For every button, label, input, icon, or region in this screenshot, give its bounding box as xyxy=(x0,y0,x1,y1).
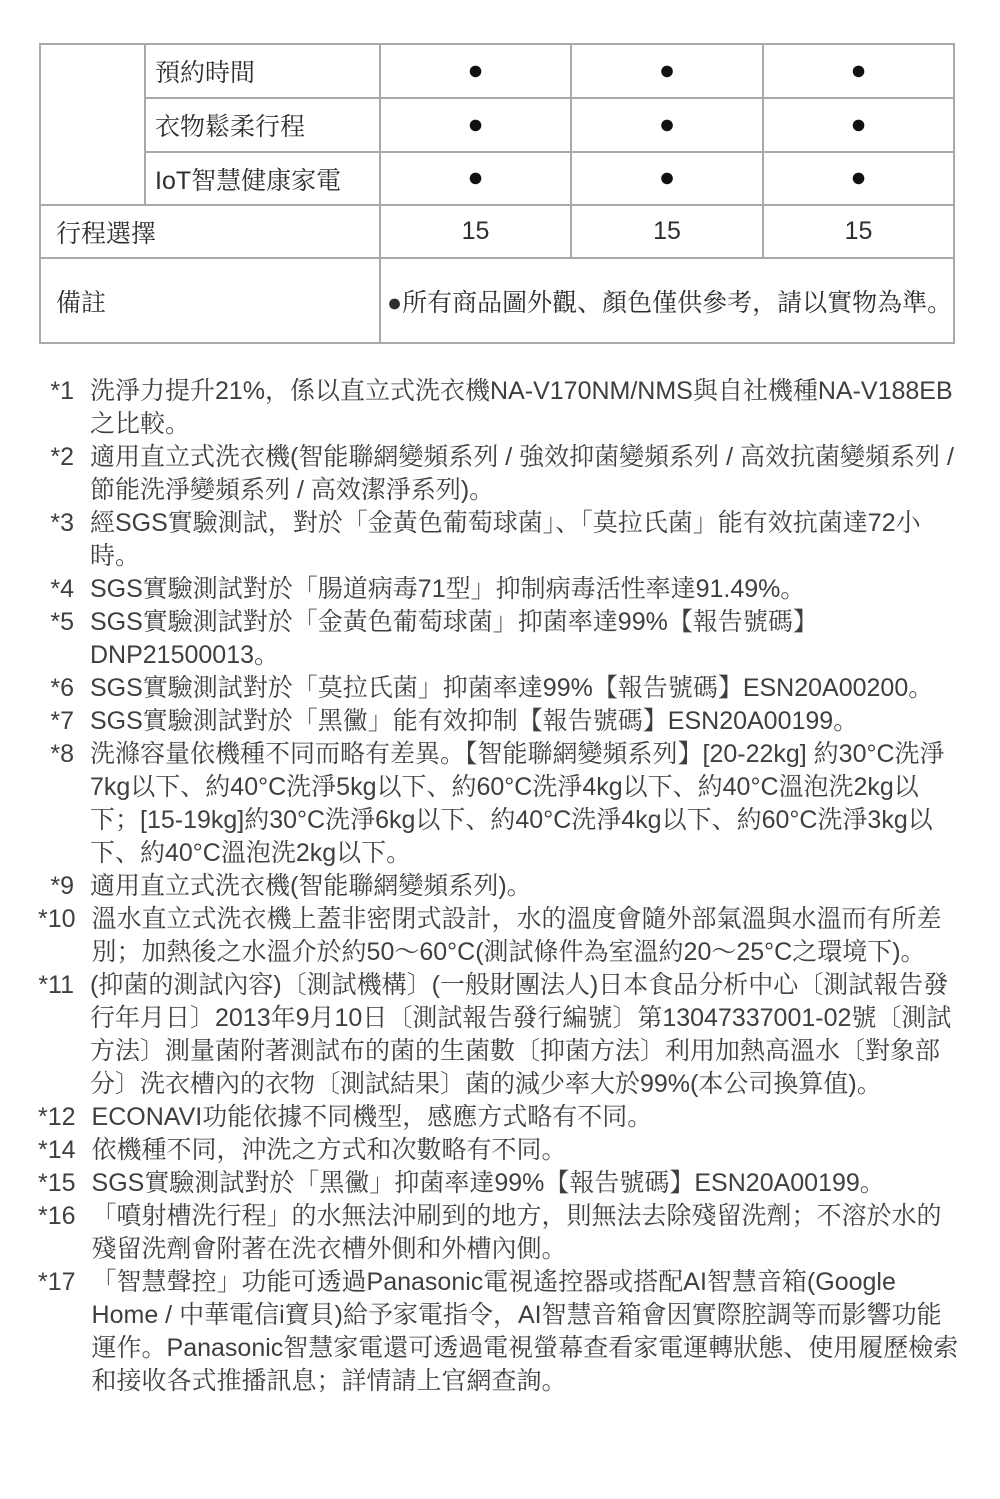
footnote-marker: *17 xyxy=(38,1268,76,1296)
feature-label: IoT智慧健康家電 xyxy=(145,152,380,205)
table-cell-dot xyxy=(380,98,571,152)
footnote-marker: *3 xyxy=(50,509,74,537)
table-cell-dot xyxy=(571,44,763,98)
footnote-item xyxy=(38,705,962,738)
table-cell-dot xyxy=(763,152,954,205)
program-row-label: 行程選擇 xyxy=(40,205,380,258)
footnote-item xyxy=(38,870,962,903)
footnote-item xyxy=(38,1134,962,1167)
footnote-marker: *6 xyxy=(50,674,74,702)
spec-comparison-table xyxy=(39,43,955,344)
footnote-text: 「噴射槽洗行程」的水無法沖刷到的地方，則無法去除殘留洗劑；不溶於水的殘留洗劑會附著在洗衣槽外側和外槽內側。 xyxy=(91,1202,942,1263)
dot-icon: ● xyxy=(658,54,676,85)
feature-label: 預約時間 xyxy=(145,44,380,98)
rowspan-spacer-cell xyxy=(40,44,145,205)
footnote-marker: *14 xyxy=(38,1136,76,1164)
table-cell-dot xyxy=(571,152,763,205)
dot-icon: ● xyxy=(850,162,867,192)
footnote-marker: *1 xyxy=(50,377,74,405)
note-row-label: 備註 xyxy=(40,258,380,343)
program-count-value: 15 xyxy=(571,205,763,258)
dot-icon: ● xyxy=(467,162,484,192)
dot-icon: ● xyxy=(658,108,676,139)
footnote-text: (抑菌的測試內容)〔測試機構〕(一般財團法人)日本食品分析中心〔測試報告發行年月日〕2013年9月10日〔測試報告發行編號〕第13047337001-02號〔測試方法〕測量菌附著測試布的菌的生菌數〔抑菌方法〕利用加熱高溫水〔對象部分〕洗衣槽內的衣物〔測試結果〕菌的減少率大於99%(本公司換算值)。 xyxy=(90,971,952,1098)
dot-icon: ● xyxy=(467,54,484,85)
footnote-marker: *15 xyxy=(38,1169,76,1197)
footnote-text: ECONAVI功能依據不同機型，感應方式略有不同。 xyxy=(91,1103,653,1131)
footnote-item xyxy=(38,441,962,507)
footnote-marker: *2 xyxy=(50,443,74,471)
footnote-item xyxy=(38,903,962,969)
footnote-text: SGS實驗測試對於「莫拉氏菌」抑菌率達99%【報告號碼】ESN20A00200。 xyxy=(90,674,934,702)
footnote-text: 經SGS實驗測試，對於「金黃色葡萄球菌」、「莫拉氏菌」能有效抗菌達72小時。 xyxy=(90,509,921,570)
footnote-item xyxy=(38,606,962,672)
footnote-item xyxy=(38,375,962,441)
footnote-marker: *16 xyxy=(38,1202,76,1230)
footnote-marker: *4 xyxy=(50,575,74,603)
footnote-text: 適用直立式洗衣機(智能聯網變頻系列 / 強效抑菌變頻系列 / 高效抗菌變頻系列 / 節能洗淨變頻系列 / 高效潔淨系列)。 xyxy=(90,443,954,504)
footnote-item xyxy=(38,672,962,705)
table-row-note xyxy=(40,258,954,343)
dot-icon: ● xyxy=(850,54,867,85)
table-row-feature xyxy=(40,44,954,98)
table-cell-dot xyxy=(380,152,571,205)
footnote-text: 適用直立式洗衣機(智能聯網變頻系列)。 xyxy=(90,872,532,900)
footnote-item xyxy=(38,507,962,573)
feature-label: 衣物鬆柔行程 xyxy=(145,98,380,152)
footnote-item xyxy=(38,573,962,606)
footnote-text: 「智慧聲控」功能可透過Panasonic電視遙控器或搭配AI智慧音箱(Google Home / 中華電信i寶貝)給予家電指令，AI智慧音箱會因實際腔調等而影響功能運作。Panasonic智慧家電還可透過電視螢幕查看家電運轉狀態、使用履歷檢索和接收各式推播訊息；詳情請上官網查詢。 xyxy=(91,1268,959,1395)
table-cell-dot xyxy=(571,98,763,152)
footnote-item xyxy=(38,1266,962,1398)
dot-icon: ● xyxy=(850,108,867,139)
footnote-marker: *9 xyxy=(50,872,74,900)
table-row-feature xyxy=(40,152,954,205)
footnote-text: SGS實驗測試對於「黑黴」能有效抑制【報告號碼】ESN20A00199。 xyxy=(90,707,859,735)
table-cell-dot xyxy=(380,44,571,98)
table-row-program-count xyxy=(40,205,954,258)
footnote-item xyxy=(38,1200,962,1266)
table-cell-dot xyxy=(763,98,954,152)
footnote-text: SGS實驗測試對於「黑黴」抑菌率達99%【報告號碼】ESN20A00199。 xyxy=(91,1169,885,1197)
footnote-marker: *12 xyxy=(38,1103,76,1131)
footnote-text: SGS實驗測試對於「金黃色葡萄球菌」抑菌率達99%【報告號碼】DNP21500013。 xyxy=(90,608,818,669)
footnote-marker: *10 xyxy=(38,905,76,933)
footnote-item xyxy=(38,1167,962,1200)
table-row-feature xyxy=(40,98,954,152)
note-row-value: ●所有商品圖外觀、顏色僅供參考，請以實物為準。 xyxy=(380,258,954,343)
program-count-value: 15 xyxy=(763,205,954,258)
table-cell-dot xyxy=(763,44,954,98)
footnote-marker: *8 xyxy=(50,740,74,768)
program-count-value: 15 xyxy=(380,205,571,258)
footnote-text: 洗滌容量依機種不同而略有差異。【智能聯網變頻系列】[20-22kg] 約30°C洗淨7kg以下、約40°C洗淨5kg以下、約60°C洗淨4kg以下、約40°C溫泡洗2kg以下；[15-19kg]約30°C洗淨6kg以下、約40°C洗淨4kg以下、約60°C洗淨3kg以下、約40°C溫泡洗2kg以下。 xyxy=(90,740,945,867)
footnote-item xyxy=(38,1101,962,1134)
footnote-marker: *7 xyxy=(50,707,74,735)
footnote-text: 溫水直立式洗衣機上蓋非密閉式設計，水的溫度會隨外部氣溫與水溫而有所差別；加熱後之水溫介於約50～60°C(測試條件為室溫約20～25°C之環境下)。 xyxy=(91,905,942,966)
dot-icon: ● xyxy=(658,162,676,192)
footnote-item xyxy=(38,738,962,870)
footnote-marker: *5 xyxy=(50,608,74,636)
footnote-text: SGS實驗測試對於「腸道病毒71型」抑制病毒活性率達91.49%。 xyxy=(90,575,806,603)
footnotes-list xyxy=(38,375,962,1398)
footnote-text: 洗淨力提升21%，係以直立式洗衣機NA-V170NM/NMS與自社機種NA-V188EB之比較。 xyxy=(90,377,953,438)
footnote-marker: *11 xyxy=(38,971,74,999)
footnote-text: 依機種不同，沖洗之方式和次數略有不同。 xyxy=(91,1136,567,1164)
footnote-item xyxy=(38,969,962,1101)
dot-icon: ● xyxy=(467,108,484,139)
